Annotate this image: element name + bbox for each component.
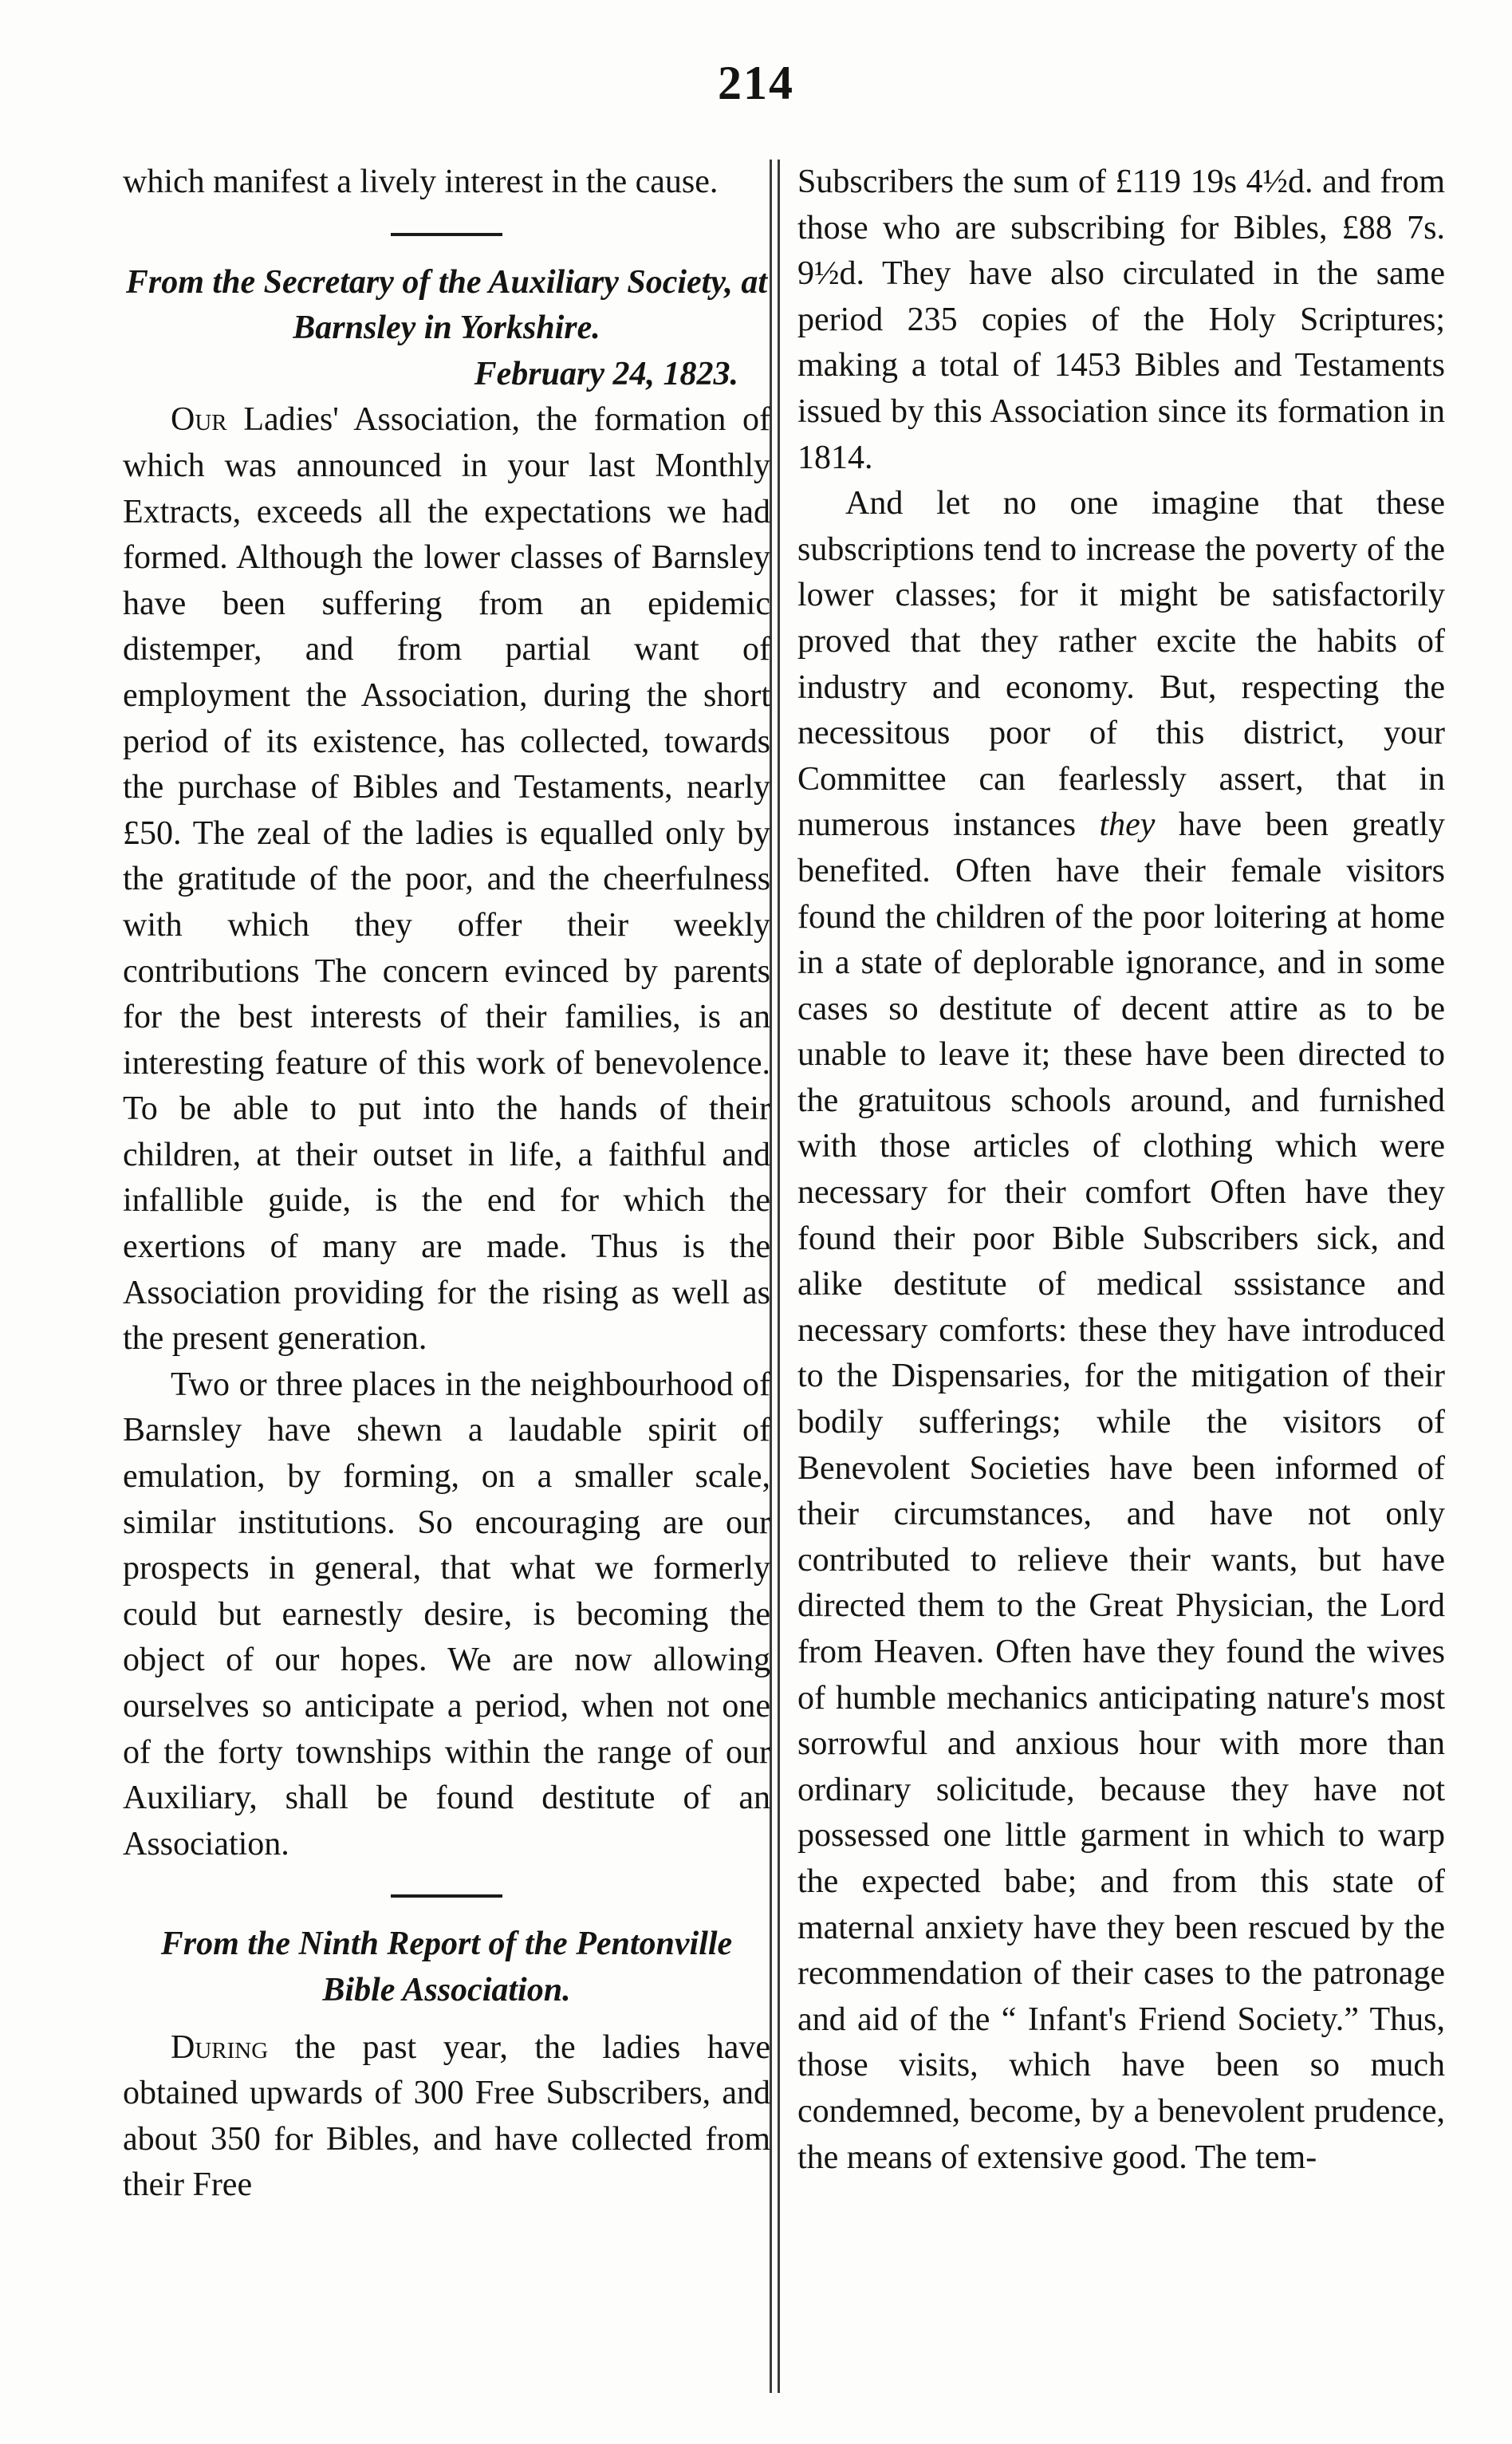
drop-word: During	[171, 2028, 269, 2066]
article-paragraph	[123, 397, 770, 1362]
article-paragraph	[797, 481, 1445, 2181]
spacer	[123, 2014, 770, 2025]
left-column	[123, 160, 770, 2209]
article-paragraph: Two or three places in the neighbourhood of Barnsley have shewn a laudable spirit of emulation, by forming, on a smaller scale, similar institutions. So encouraging are our prospects in general, that what we formerly could but earnestly desire, is becoming the object of our hopes. We are now allowing ourselves so anticipate a period, when not one of the forty townships within the range of our Auxiliary, shall be found destitute of an Association.	[123, 1366, 770, 1863]
paragraph-text: Ladies' Association, the formation of which was announced in your last Monthly Extracts, exceeds all the expectations we had formed. Although the lower classes of Barnsley have been suffering from an epidemic distemper, and from partial want of employment the Association, during the short period of its existence, has collected, towards the purchase of Bibles and Testaments, nearly £50. The zeal of the ladies is equalled only by the gratitude of the poor, and the cheerfulness with which they offer their weekly contributions The concern evinced by parents for the best interests of their families, is an interesting feature of this work of benevolence. To be able to put into the hands of their children, at their outset in life, a faithful and infallible guide, is the end for which the exertions of many are made. Thus is the Association providing for the rising as well as the present generation.	[123, 401, 770, 1358]
article-paragraph: Subscribers the sum of £119 19s 4½d. and from those who are subscribing for Bibles, £88 7s. 9½d. They have also circulated in the same period 235 copies of the Holy Scriptures; making a total of 1453 Bibles and Testaments issued by this Association since its formation in 1814.	[797, 164, 1445, 476]
paragraph-text: the past year, the ladies have obtained upwards of 300 Free Subscribers, and about 350 for Bibles, and have collected from their Free	[123, 2028, 770, 2204]
right-column	[797, 160, 1445, 2181]
section-rule	[391, 233, 502, 236]
paragraph-text: have been greatly benefited. Often have their female visitors found the children of the poor loitering at home in a state of deplorable ignorance, and in some cases so destitute of decent attire as to be unable to leave it; these have been directed to the gratuitous schools around, and furnished with those articles of clothing which were necessary for their comfort Often have they found their poor Bible Subscribers sick, and alike destitute of medical sssistance and necessary comforts: these they have introduced to the Dispensaries, for the mitigation of their bodily sufferings; while the visitors of Benevolent Societies have been informed of their circumstances, and have not only contributed to relieve their wants, but have directed them to the Great Physician, the Lord from Heaven. Often have they found the wives of humble mechanics anticipating nature's most sorrowful and anxious hour with more than ordinary solicitude, because they have not possessed one little garment in which to warp the expected babe; and from this state of maternal anxiety have they been rescued by the recommendation of their cases to the patronage and aid of the “ Infant's Friend Society.” Thus, those visits, which have been so much condemned, become, by a benevolent prudence, the means of extensive good. The tem-	[797, 806, 1445, 2176]
article-heading: From the Secretary of the Auxiliary Society, at Barnsley in Yorkshire.	[125, 263, 768, 347]
paragraph-text: And let no one imagine that these subscriptions tend to increase the poverty of the lower classes; for it might be satisfactorily proved that they rather excite the habits of industry and economy. But, respecting the necessitous poor of this district, your Committee can fearlessly assert, that in numerous instances	[797, 485, 1445, 844]
drop-word: Our	[171, 401, 227, 439]
section-rule	[391, 1894, 502, 1898]
column-divider	[778, 160, 780, 2393]
emphasis-text: they	[1099, 806, 1156, 844]
page-number: 214	[718, 57, 794, 109]
article-paragraph	[123, 2025, 770, 2209]
article-dateline: February 24, 1823.	[474, 355, 738, 392]
article-heading: From the Ninth Report of the Pentonville Bible Association.	[160, 1926, 733, 2008]
continuation-text: which manifest a lively interest in the cause.	[123, 164, 719, 200]
